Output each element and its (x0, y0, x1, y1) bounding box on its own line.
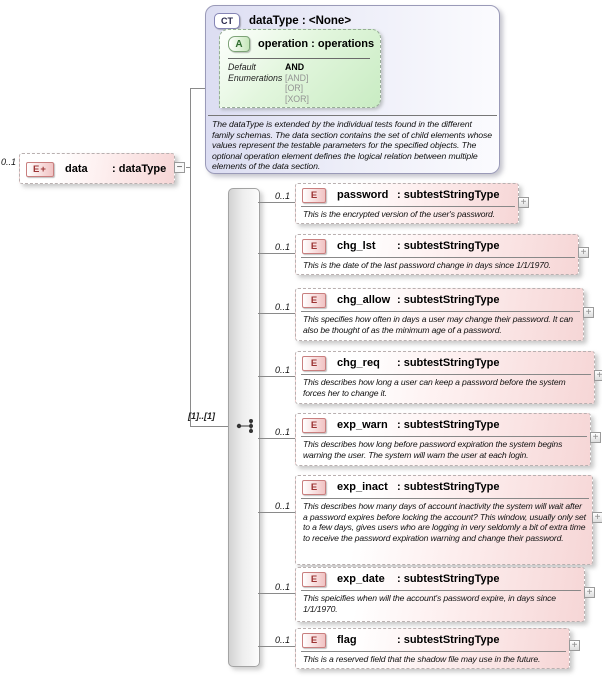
element-type: : dataType (112, 163, 167, 175)
element-annotation: This is a reserved field that the shadow file may use in the future. (303, 654, 541, 664)
element-title (20, 154, 174, 177)
cardinality-chg-req: 0..1 (274, 365, 290, 375)
connector-to-complextype (190, 88, 205, 89)
connector-from-data-element (186, 167, 191, 168)
facet-enum-value: [OR] (285, 83, 304, 94)
element-name: exp_inact (337, 481, 388, 493)
element-title (296, 568, 584, 587)
facet-enumerations-label: Enumerations (228, 72, 283, 83)
cardinality-exp-date: 0..1 (274, 582, 290, 592)
element-name: exp_warn (337, 419, 388, 431)
element-annotation: This speicifies when will the account's password expire, in days since 1/1/1970. (303, 593, 556, 614)
element-type: : subtestStringType (397, 189, 500, 201)
element-title (296, 235, 578, 254)
element-box-chg-allow[interactable] (295, 288, 584, 341)
cardinality-exp-warn: 0..1 (274, 427, 290, 437)
attribute-facets (228, 62, 309, 104)
element-box-password[interactable] (295, 183, 519, 224)
element-box-exp-date[interactable] (295, 567, 585, 622)
element-title (296, 414, 590, 433)
element-type: : subtestStringType (397, 419, 500, 431)
cardinality-flag: 0..1 (274, 635, 290, 645)
attribute-icon: A (228, 36, 250, 52)
connector-to-flag (258, 646, 295, 647)
expand-handle-chg-lst[interactable]: + (578, 247, 589, 258)
collapse-handle-data[interactable]: − (174, 162, 185, 173)
element-title (296, 289, 583, 308)
element-type: : subtestStringType (397, 240, 500, 252)
element-box-data[interactable] (19, 153, 175, 184)
cardinality-password: 0..1 (274, 191, 290, 201)
element-type: : subtestStringType (397, 634, 500, 646)
attribute-title (228, 36, 374, 52)
element-type: : subtestStringType (397, 357, 500, 369)
connector-to-exp-date (258, 593, 295, 594)
element-box-exp-inact[interactable] (295, 475, 593, 565)
attribute-name: operation : operations (258, 38, 375, 50)
element-title (296, 352, 594, 371)
element-name: exp_date (337, 573, 385, 585)
element-annotation: This is the encrypted version of the user's password. (303, 209, 495, 219)
element-icon: E (302, 572, 326, 587)
connector-to-chg-allow (258, 313, 295, 314)
element-title (296, 629, 569, 648)
connector-to-sequence (190, 426, 228, 427)
complextype-annotation: The dataType is extended by the individual tests found in the different family schemas. The data section contains the set of child elements whose values represent the testable parameters for the specified objects. The optional operation element defines the logical relation between multiple elements of the data section. (212, 119, 493, 172)
connector-to-password (258, 202, 295, 203)
element-icon: E (302, 418, 326, 433)
connector-to-exp-warn (258, 438, 295, 439)
complextype-icon: CT (214, 13, 240, 29)
sequence-icon (235, 418, 257, 434)
element-annotation: This is the date of the last password change in days since 1/1/1970. (303, 260, 551, 270)
element-box-exp-warn[interactable] (295, 413, 591, 466)
connector-to-exp-inact (258, 512, 295, 513)
element-icon: E (302, 633, 326, 648)
element-type: : subtestStringType (397, 481, 500, 493)
element-title (296, 184, 518, 203)
element-name: password (337, 189, 389, 201)
attribute-box-operation[interactable] (219, 29, 381, 108)
cardinality-exp-inact: 0..1 (274, 501, 290, 511)
element-with-children-icon: E+ (26, 162, 54, 177)
facet-default-value: AND (285, 62, 305, 72)
element-name: flag (337, 634, 357, 646)
element-icon: E (302, 356, 326, 371)
tree-connector-vertical (190, 88, 191, 426)
element-annotation: This specifies how often in days a user may change their password. It can also be thought of as the minimum age of a password. (303, 314, 573, 335)
facet-default-label: Default (228, 62, 256, 72)
cardinality-chg-lst: 0..1 (274, 242, 290, 252)
element-box-flag[interactable] (295, 628, 570, 669)
element-icon: E (302, 480, 326, 495)
expand-handle-exp-inact[interactable]: + (592, 512, 602, 523)
expand-handle-chg-allow[interactable]: + (583, 307, 594, 318)
sequence-occurrence-label: [1]..[1] (188, 411, 215, 421)
complextype-box-datatype[interactable] (205, 5, 500, 174)
element-type: : subtestStringType (397, 573, 500, 585)
expand-handle-exp-date[interactable]: + (584, 587, 595, 598)
connector-to-chg-req (258, 376, 295, 377)
expand-handle-chg-req[interactable]: + (594, 370, 602, 381)
expand-handle-flag[interactable]: + (569, 640, 580, 651)
facet-enum-value: [XOR] (285, 93, 309, 104)
attribute-divider (228, 58, 370, 59)
element-name: data (65, 163, 88, 175)
element-annotation: This describes how many days of account inactivity the system will wait after a password expires before locking the account? This window, usually only set to a few days, gives users who are logging in very seldomly a bit of extra time to receive the password expiration warning and change their password. (303, 501, 586, 543)
complextype-title (214, 13, 351, 29)
element-name: chg_lst (337, 240, 376, 252)
cardinality-chg-allow: 0..1 (274, 302, 290, 312)
element-icon: E (302, 293, 326, 308)
element-box-chg-req[interactable] (295, 351, 595, 404)
element-annotation: This describes how long before password expiration the system begins warning the user. The system will warn the user at each login. (303, 439, 563, 460)
facet-enum-value: [AND] (285, 72, 309, 83)
element-box-chg-lst[interactable] (295, 234, 579, 275)
expand-handle-exp-warn[interactable]: + (590, 432, 601, 443)
complextype-annotation-divider (208, 115, 497, 116)
cardinality-data: 0..1 (0, 157, 16, 167)
element-type: : subtestStringType (397, 294, 500, 306)
element-title (296, 476, 592, 495)
element-name: chg_allow (337, 294, 391, 306)
connector-to-chg-lst (258, 253, 295, 254)
expand-handle-password[interactable]: + (518, 197, 529, 208)
element-icon: E (302, 188, 326, 203)
element-annotation: This describes how long a user can keep a password before the system forces her to change it. (303, 377, 566, 398)
element-name: chg_req (337, 357, 380, 369)
complextype-name: dataType : <None> (249, 15, 352, 27)
element-icon: E (302, 239, 326, 254)
